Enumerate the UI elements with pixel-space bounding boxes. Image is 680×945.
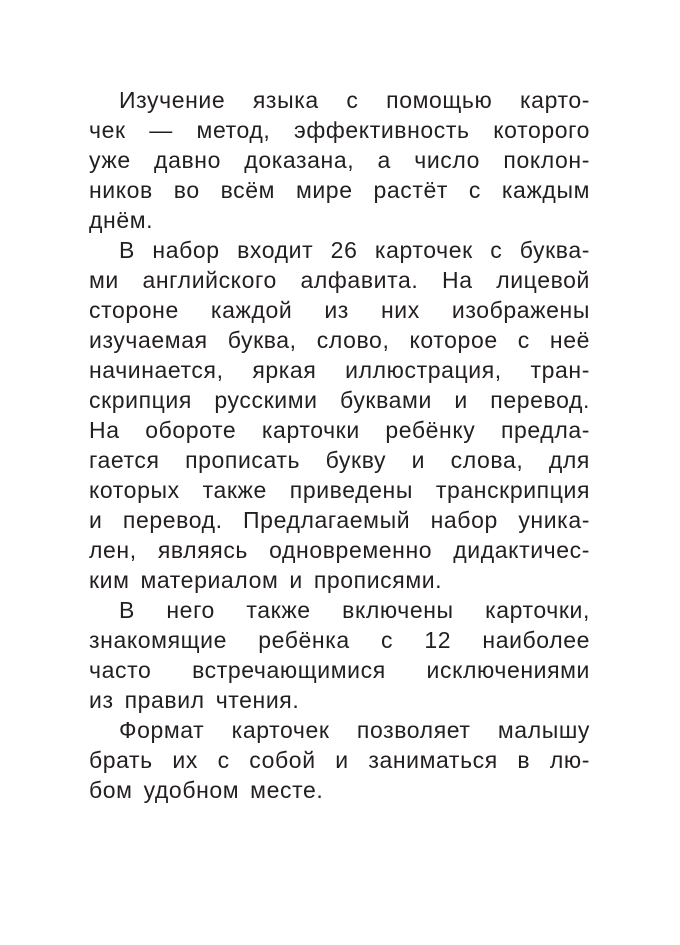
text-line: которых также приведены транскрипция bbox=[89, 477, 590, 503]
text-line: лен, являясь одновременно дидактичес- bbox=[89, 537, 590, 563]
text-line: и перевод. Предлагаемый набор уника- bbox=[89, 507, 590, 533]
paragraph-exceptions bbox=[89, 595, 590, 715]
text-line: На обороте карточки ребёнку предла- bbox=[89, 417, 590, 443]
text-line: В набор входит 26 карточек с буква- bbox=[119, 237, 590, 263]
text-line: Формат карточек позволяет малышу bbox=[119, 717, 590, 743]
text-line: чек — метод, эффективность которого bbox=[89, 117, 590, 143]
document-page bbox=[89, 85, 590, 805]
text-line: Изучение языка с помощью карто- bbox=[119, 87, 590, 113]
text-line: стороне каждой из них изображены bbox=[89, 297, 590, 323]
text-line: ников во всём мире растёт с каждым bbox=[89, 177, 590, 203]
text-line: брать их с собой и заниматься в лю- bbox=[89, 747, 590, 773]
text-line: гается прописать букву и слова, для bbox=[89, 447, 590, 473]
text-line: часто встречающимися исключениями bbox=[89, 657, 590, 683]
text-line: изучаемая буква, слово, которое с неё bbox=[89, 327, 590, 353]
text-line: В него также включены карточки, bbox=[119, 597, 590, 623]
text-line: начинается, яркая иллюстрация, тран- bbox=[89, 357, 590, 383]
text-line: уже давно доказана, а число поклон- bbox=[89, 147, 590, 173]
text-line: ми английского алфавита. На лицевой bbox=[89, 267, 590, 293]
text-line: ким материалом и прописями. bbox=[89, 567, 443, 593]
text-line: днём. bbox=[89, 207, 154, 233]
text-line: из правил чтения. bbox=[89, 687, 300, 713]
text-line: знакомящие ребёнка с 12 наиболее bbox=[89, 627, 590, 653]
text-line: скрипция русскими буквами и перевод. bbox=[89, 387, 590, 413]
text-line: бом удобном месте. bbox=[89, 777, 324, 803]
paragraph-intro bbox=[89, 85, 590, 235]
paragraph-format bbox=[89, 715, 590, 805]
paragraph-set-contents bbox=[89, 235, 590, 595]
